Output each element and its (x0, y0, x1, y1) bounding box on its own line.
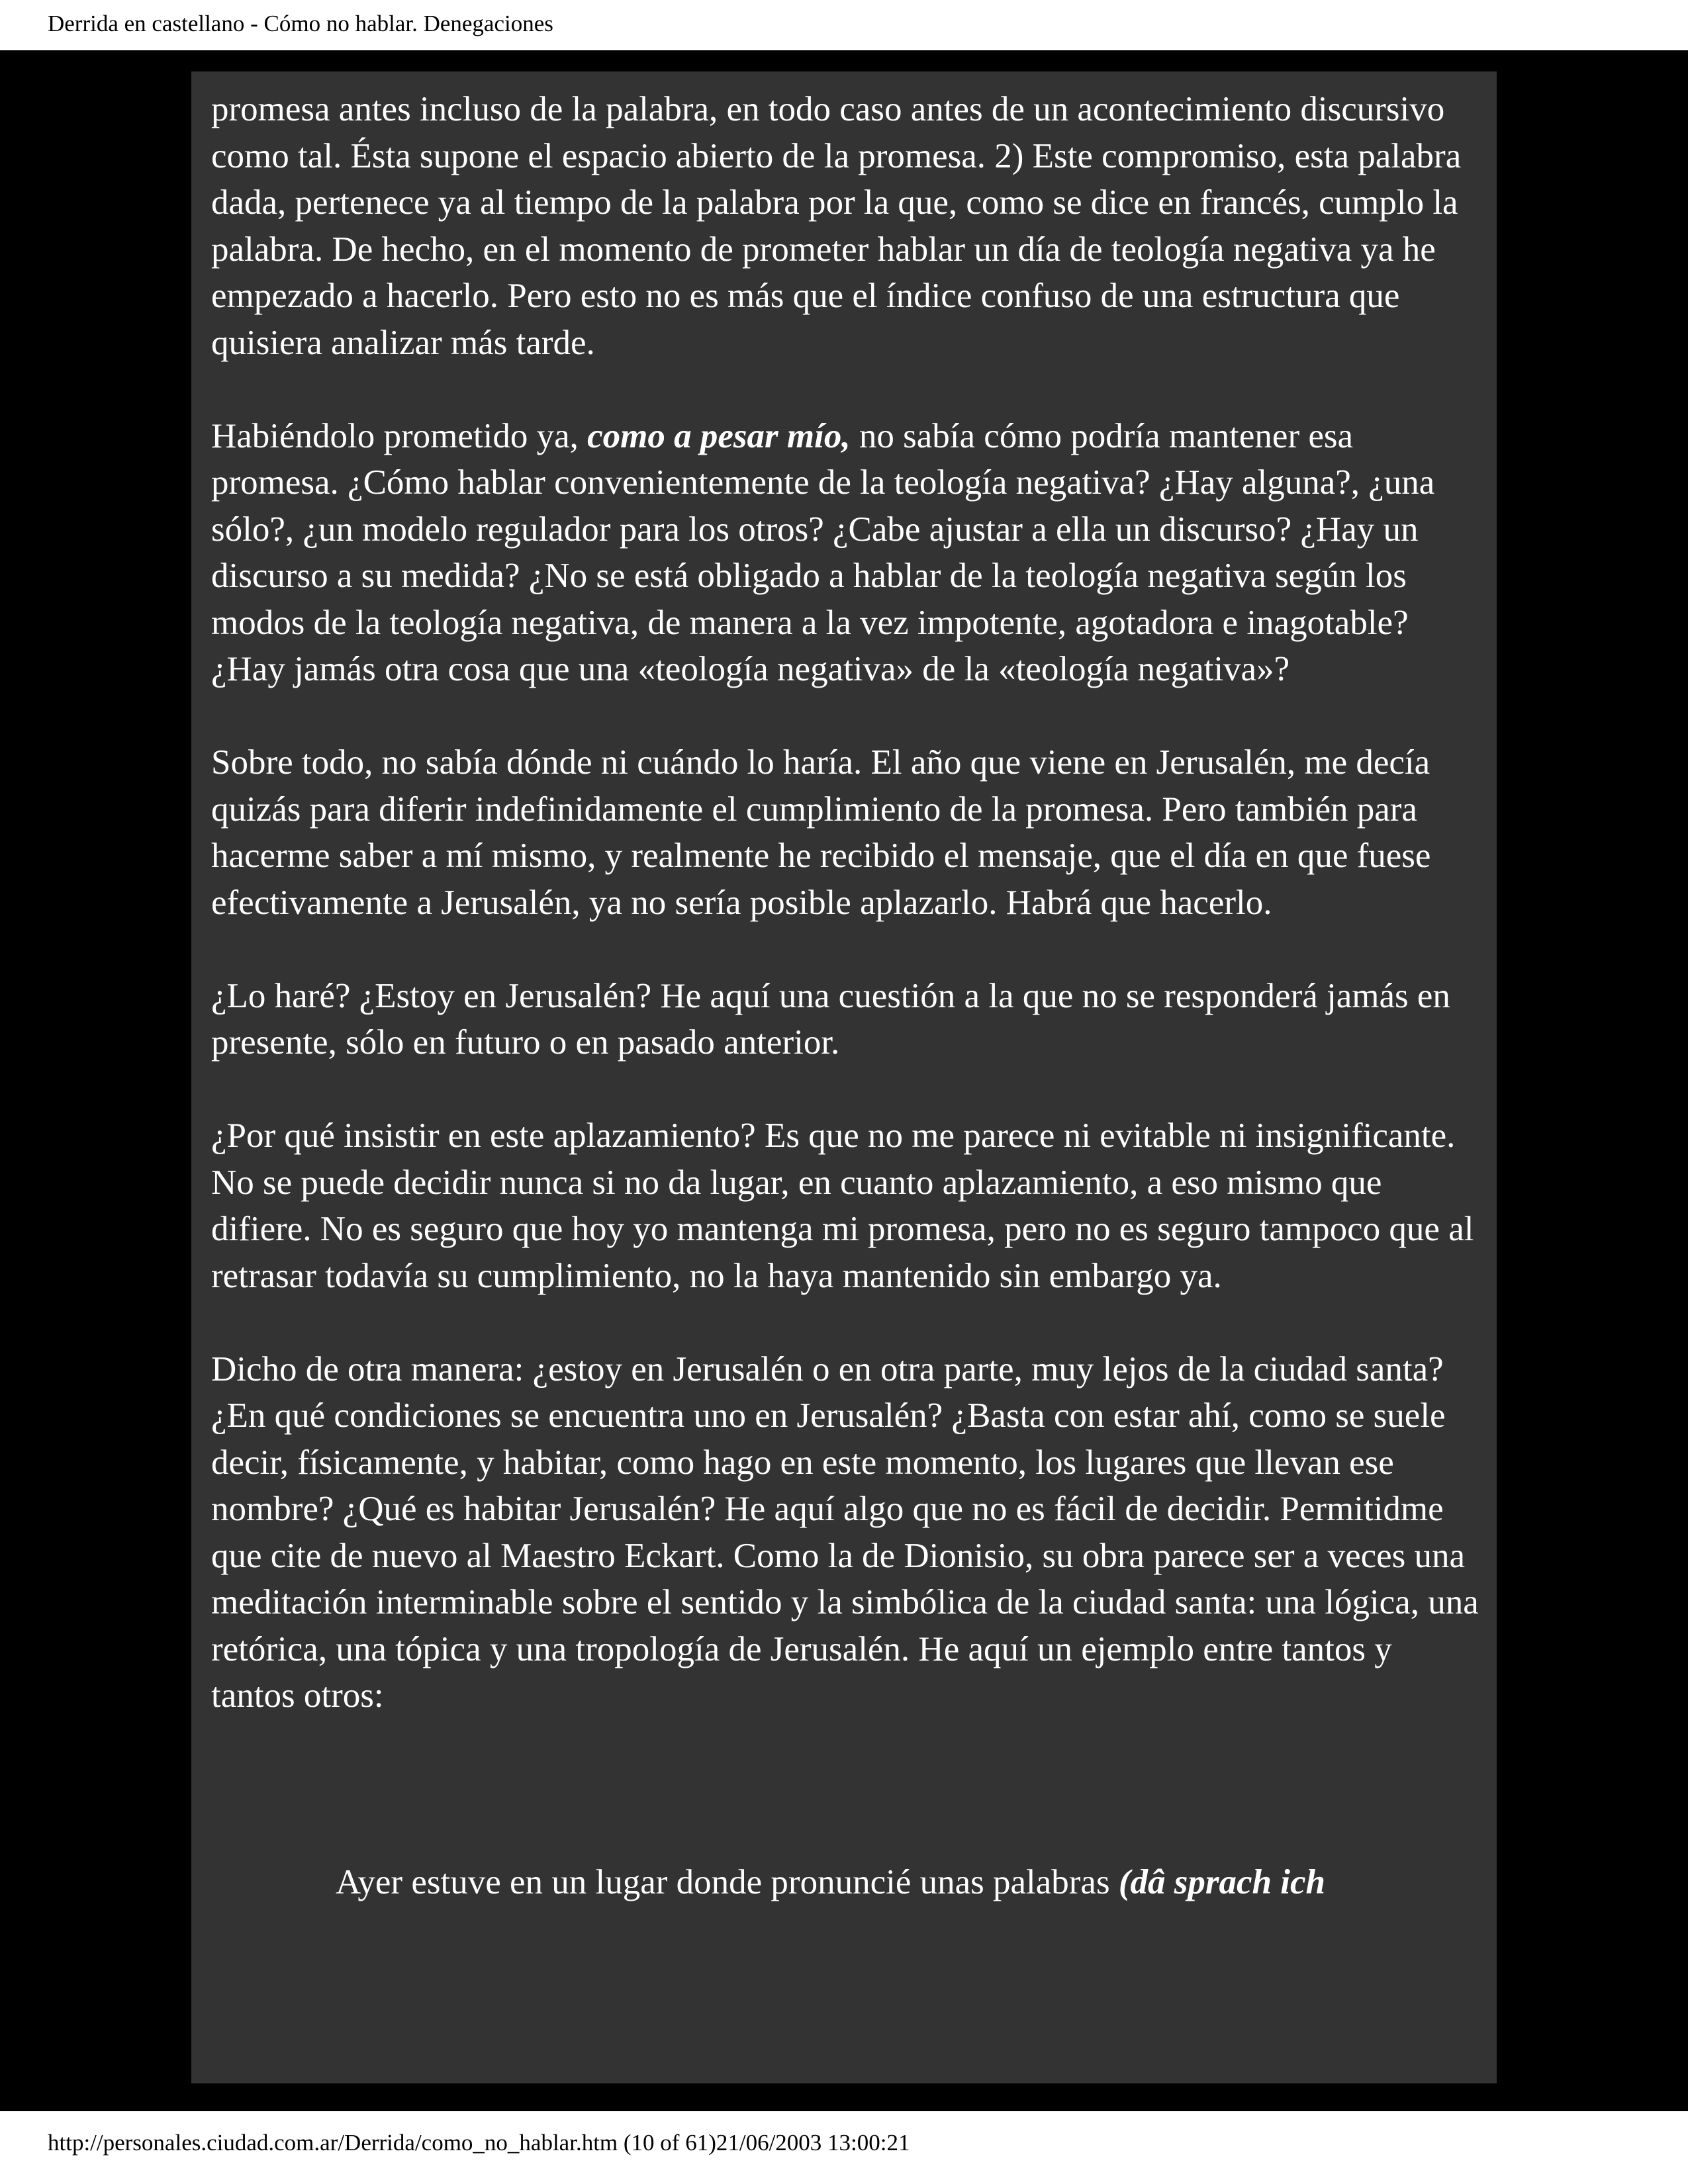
document-title: Derrida en castellano - Cómo no hablar. Denegaciones (48, 11, 553, 36)
block-quote-start (336, 1859, 1482, 1906)
paragraph-text: Habiéndolo prometido ya, (211, 416, 588, 455)
blank-space (211, 1766, 1482, 1859)
paragraph-above-all: Sobre todo, no sabía dónde ni cuándo lo haría. El año que viene en Jerusalén, me decía quizás para diferir indefinidamente el cumplimiento de la promesa. Pero también para hacerme saber a mí mismo, y realmente he recibido el mensaje, que el día en que fuese efectivamente a Jerusalén, ya no sería posible aplazarlo. Habrá que hacerlo. (211, 743, 1431, 922)
paragraph-will-i-do-it: ¿Lo haré? ¿Estoy en Jerusalén? He aquí una cuestión a la que no se responderá jamás en presente, sólo en futuro o en pasado anterior. (211, 976, 1450, 1062)
quote-text: Ayer estuve en un lugar donde pronuncié unas palabras (336, 1863, 1119, 1901)
paragraph-in-other-words: Dicho de otra manera: ¿estoy en Jerusalén o en otra parte, muy lejos de la ciudad santa? ¿En qué condiciones se encuentra uno en Jerusalén? ¿Basta con estar ahí, como se suele decir, físicamente, y habitar, como hago en este momento, los lugares que llevan ese nombre? ¿Qué es habitar Jerusalén? He aquí algo que no es fácil de decidir. Permitidme que cite de nuevo al Maestro Eckart. Como la de Dionisio, su obra parece ser a veces una meditación interminable sobre el sentido y la simbólica de la ciudad santa: una lógica, una retórica, una tópica y una tropología de Jerusalén. He aquí un ejemplo entre tantos y tantos otros: (211, 1349, 1479, 1715)
emphasis-text: como a pesar mío, (587, 416, 851, 455)
page-footer (0, 2111, 1688, 2184)
page-header (0, 0, 1688, 50)
paragraph-text: no sabía cómo podría mantener esa promesa. ¿Cómo hablar convenientemente de la teología negativa? ¿Hay alguna?, ¿una sólo?, ¿un modelo regulador para los otros? ¿Cabe ajustar a ella un discurso? ¿Hay un discurso a su medida? ¿No se está obligado a hablar de la teología negativa según los modos de la teología negativa, de manera a la vez impotente, agotadora e inagotable? ¿Hay jamás otra cosa que una «teología negativa» de la «teología negativa»? (211, 416, 1435, 688)
content-panel[interactable] (191, 71, 1497, 2083)
article-body (211, 86, 1482, 1952)
paragraph-why-insist: ¿Por qué insistir en este aplazamiento? Es que no me parece ni evitable ni insignificante. No se puede decidir nunca si no da lugar, en cuanto aplazamiento, a eso mismo que difiere. No es seguro que hoy yo mantenga mi promesa, pero no es seguro tampoco que al retrasar todavía su cumplimiento, no la haya mantenido sin embargo ya. (211, 1116, 1474, 1295)
paragraph-promise-continued: promesa antes incluso de la palabra, en todo caso antes de un acontecimiento discursivo como tal. Ésta supone el espacio abierto de la promesa. 2) Este compromiso, esta palabra dada, pertenece ya al tiempo de la palabra por la que, como se dice en francés, cumplo la palabra. De hecho, en el momento de prometer hablar un día de teología negativa ya he empezado a hacerlo. Pero esto no es más que el índice confuso de una estructura que quisiera analizar más tarde. (211, 90, 1462, 362)
page-frame (0, 50, 1688, 2111)
quote-emphasis: (dâ sprach ich (1118, 1863, 1325, 1901)
paragraph-having-promised (211, 413, 1482, 693)
source-url: http://personales.ciudad.com.ar/Derrida/como_no_hablar.htm (10 of 61)21/06/2003 13:00:21 (48, 2130, 910, 2156)
